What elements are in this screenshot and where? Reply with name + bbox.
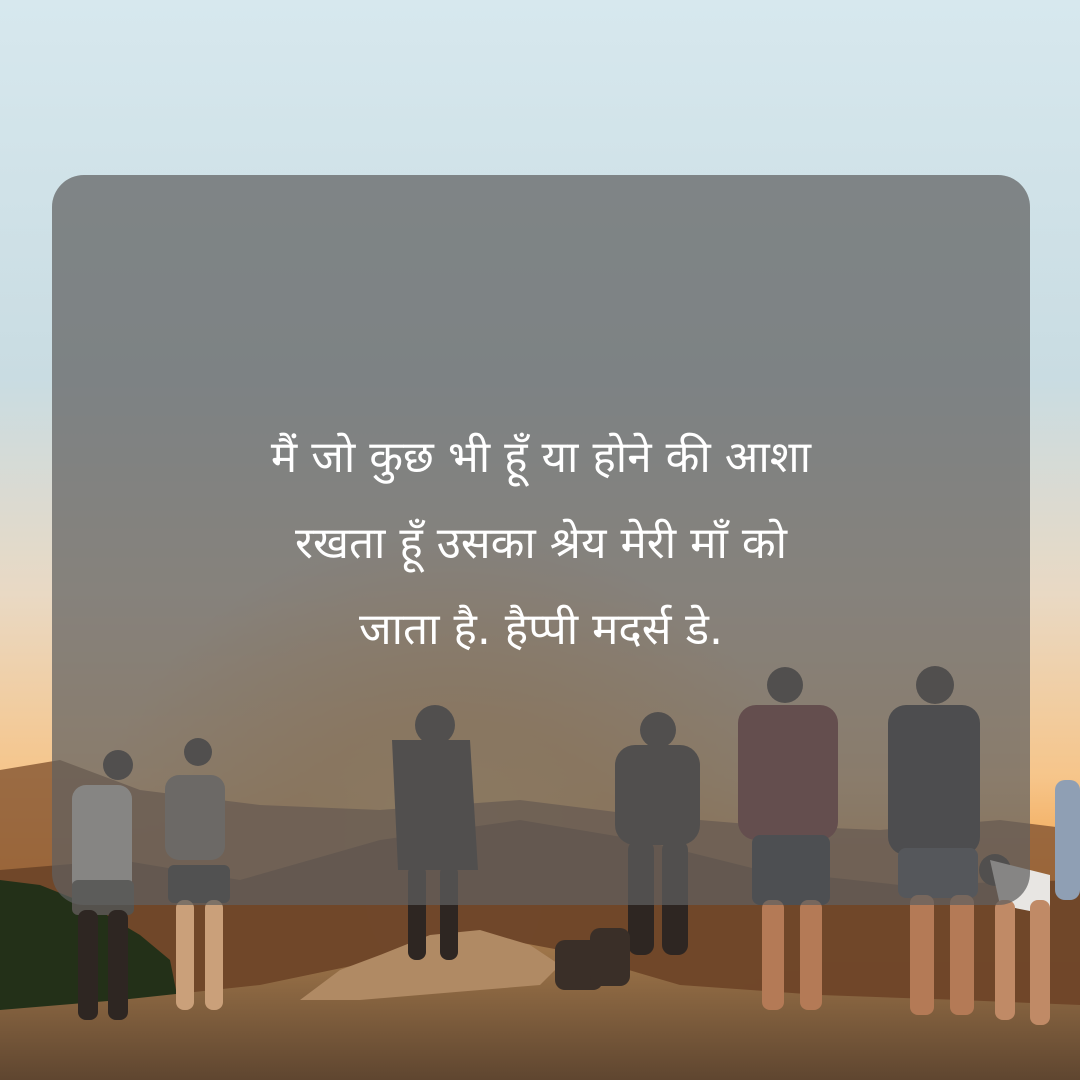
quote-line-1: मैं जो कुछ भी हूँ या होने की आशा (270, 432, 812, 483)
quote-line-3: जाता है. हैप्पी मदर्स डे. (358, 604, 724, 655)
quote-text (52, 415, 1030, 673)
quote-line-2: रखता हूँ उसका श्रेय मेरी माँ को (294, 518, 788, 569)
person-8-edge (1055, 780, 1080, 900)
